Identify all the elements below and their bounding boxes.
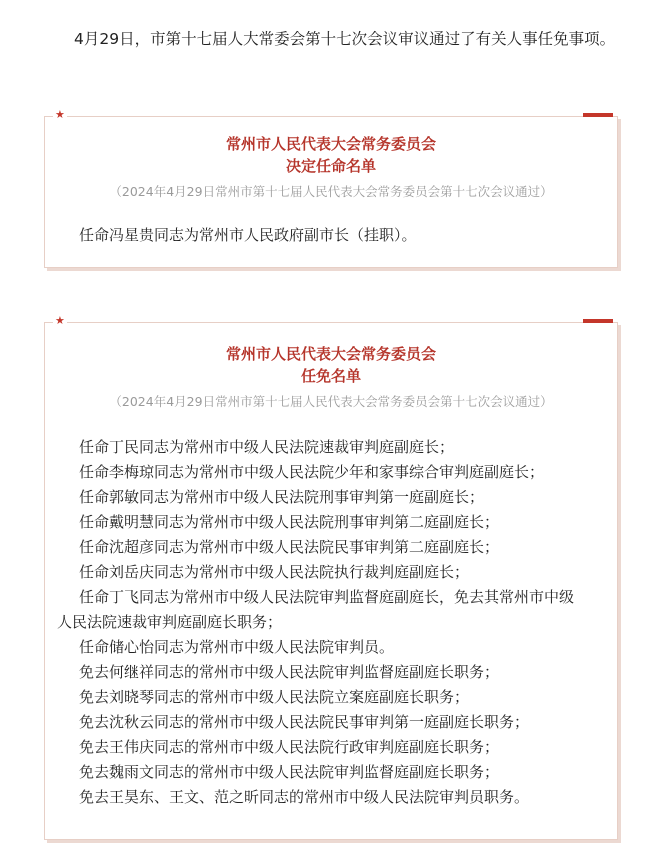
list-item: 免去沈秋云同志的常州市中级人民法院民事审判第一庭副庭长职务； [79,713,530,731]
list-item: 任命储心怡同志为常州市中级人民法院审判员。 [79,638,395,656]
list-item: 任命戴明慧同志为常州市中级人民法院刑事审判第二庭副庭长； [79,513,500,531]
appointment-panel [44,108,618,268]
removal-panel [44,314,618,840]
list-item: 任命李梅琼同志为常州市中级人民法院少年和家事综合审判庭副庭长； [79,463,545,481]
list-item: 任命刘岳庆同志为常州市中级人民法院执行裁判庭副庭长； [79,563,470,581]
panel-title-line1: 常州市人民代表大会常务委员会 [225,135,436,153]
appointment-content [45,223,617,248]
panel-note: （2024年4月29日常州市第十七届人民代表大会常务委员会第十七次会议通过） [109,184,553,199]
intro-paragraph: 4月29日，市第十七届人大常委会第十七次会议审议通过了有关人事任免事项。 [74,30,616,48]
removal-content [45,435,617,810]
list-item: 任命丁民同志为常州市中级人民法院速裁审判庭副庭长； [79,438,455,456]
list-item-continuation: 人民法院速裁审判庭副庭长职务； [57,613,283,631]
panel-title-line1: 常州市人民代表大会常务委员会 [225,345,436,363]
corner-accent-bar [583,113,613,117]
panel-title-line2: 决定任命名单 [285,157,376,175]
list-item: 任命冯星贵同志为常州市人民政府副市长（挂职）。 [79,226,417,244]
list-item: 免去魏雨文同志的常州市中级人民法院审判监督庭副庭长职务； [79,763,500,781]
list-item: 免去王昊东、王文、范之昕同志的常州市中级人民法院审判员职务。 [79,788,530,806]
list-item: 免去刘晓琴同志的常州市中级人民法院立案庭副庭长职务； [79,688,470,706]
star-icon: ★ [55,314,65,327]
panel-title-line2: 任免名单 [300,367,361,385]
panel-note: （2024年4月29日常州市第十七届人民代表大会常务委员会第十七次会议通过） [109,394,553,409]
list-item: 任命沈超彦同志为常州市中级人民法院民事审判第二庭副庭长； [79,538,500,556]
list-item: 任命郭敏同志为常州市中级人民法院刑事审判第一庭副庭长； [79,488,485,506]
list-item: 免去何继祥同志的常州市中级人民法院审判监督庭副庭长职务； [79,663,500,681]
corner-accent-bar [583,319,613,323]
star-icon: ★ [55,108,65,121]
list-item: 任命丁飞同志为常州市中级人民法院审判监督庭副庭长，免去其常州市中级 [79,588,575,606]
list-item: 免去王伟庆同志的常州市中级人民法院行政审判庭副庭长职务； [79,738,500,756]
